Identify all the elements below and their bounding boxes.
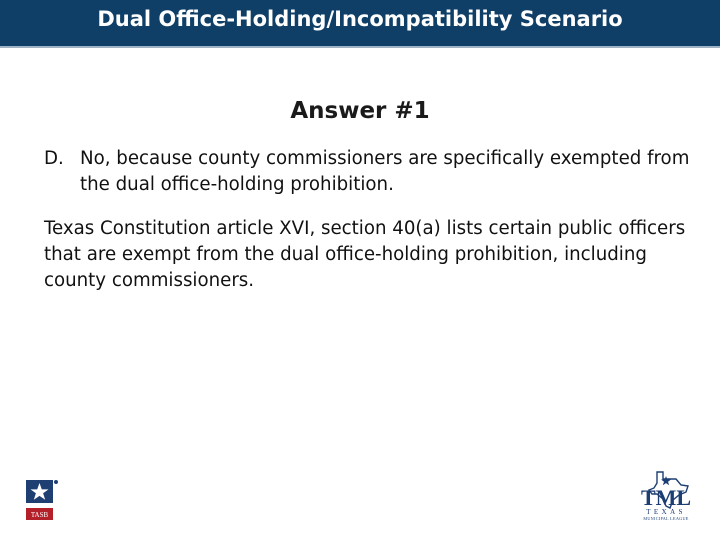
tml-logo-text: TML — [640, 485, 692, 510]
slide-title: Dual Office-Holding/Incompatibility Scenario — [97, 7, 623, 31]
registered-mark-icon — [54, 480, 58, 484]
answer-choice — [44, 146, 694, 198]
tml-subtitle: TEXAS — [646, 508, 686, 516]
choice-text: No, because county commissioners are specifically exempted from the dual office-holding prohibition. — [80, 148, 690, 195]
tml-tagline: MUNICIPAL LEAGUE — [643, 516, 689, 521]
texas-outline-logo-icon — [632, 470, 700, 522]
tasb-logo-text: TASB — [30, 511, 49, 519]
choice-letter: D. — [44, 148, 64, 169]
star-shield-logo-icon — [25, 479, 59, 521]
title-bar — [0, 0, 720, 48]
tasb-shield-band — [26, 503, 53, 508]
answer-heading: Answer #1 — [290, 98, 430, 124]
explanation-text: Texas Constitution article XVI, section 40(a) lists certain public officers that are exempt from the dual office-holding prohibition, including county commissioners. — [44, 218, 686, 291]
